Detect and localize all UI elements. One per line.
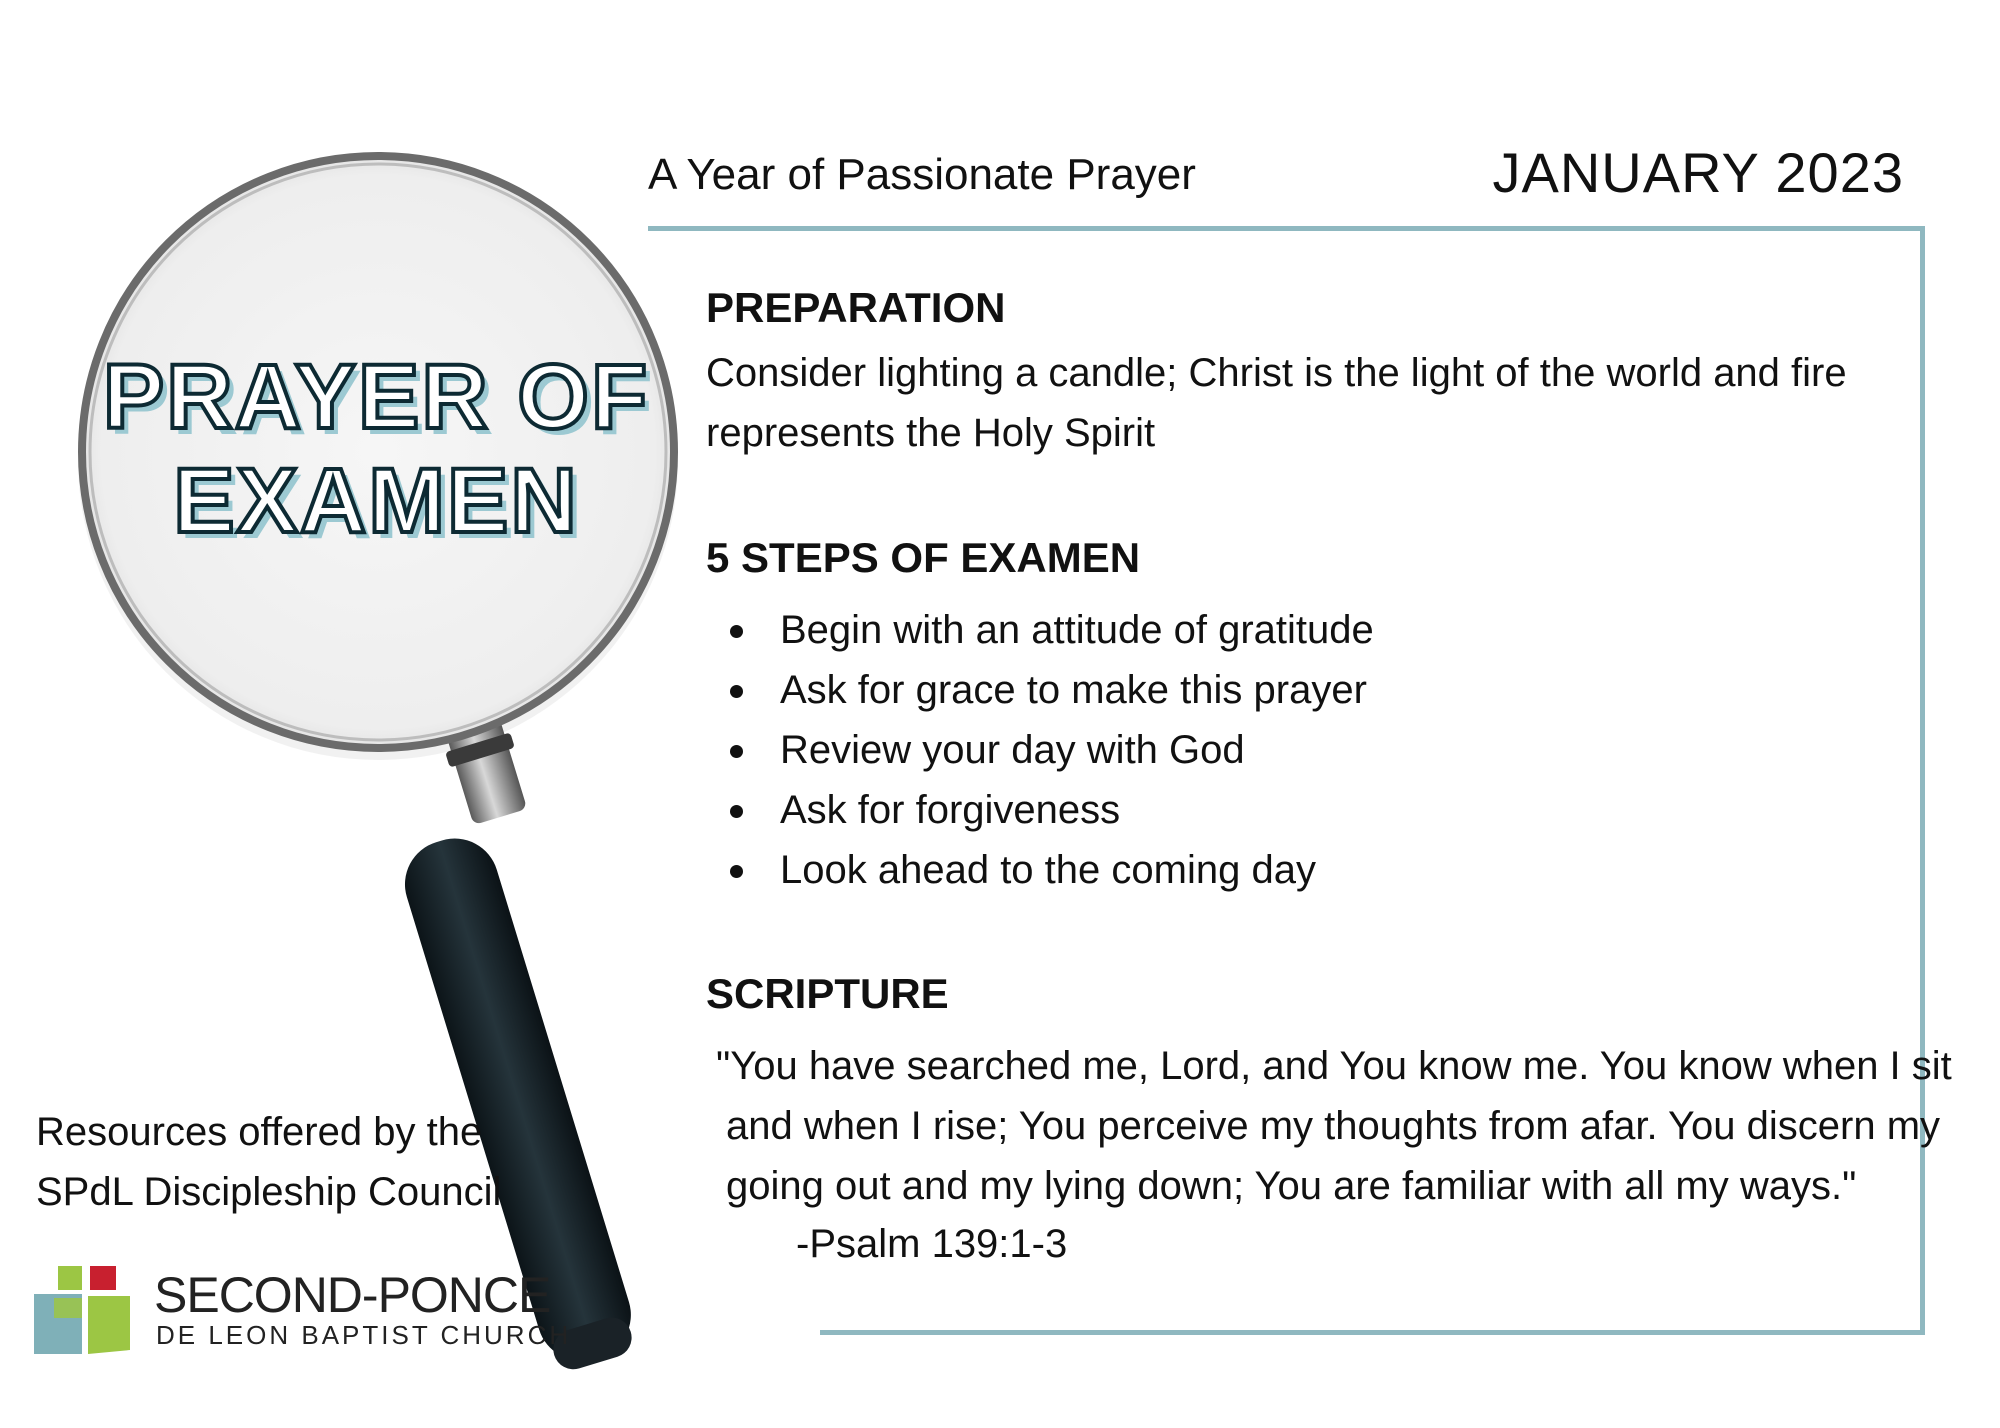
frame-top-border — [648, 226, 1924, 231]
list-item: Look ahead to the coming day — [706, 840, 1374, 900]
resources-credit — [36, 1102, 501, 1222]
list-item: Ask for grace to make this prayer — [706, 660, 1374, 720]
preparation-line: represents the Holy Spirit — [706, 411, 1156, 455]
scripture-line: and when I rise; You perceive my thoughts from afar. You discern my — [726, 1104, 1941, 1148]
scripture-quote — [716, 1036, 1952, 1216]
church-logo-subtitle: DE LEON BAPTIST CHURCH — [156, 1320, 572, 1350]
steps-heading: 5 STEPS OF EXAMEN — [706, 534, 1141, 581]
list-item: Ask for forgiveness — [706, 780, 1374, 840]
preparation-line: Consider lighting a candle; Christ is the light of the world and fire — [706, 351, 1847, 395]
lens-title-line2: EXAMEN — [173, 450, 579, 552]
preparation-text — [706, 343, 1847, 463]
frame-bottom-border — [820, 1330, 1925, 1335]
list-item: Review your day with God — [706, 720, 1374, 780]
preparation-heading: PREPARATION — [706, 284, 1006, 331]
list-item: Begin with an attitude of gratitude — [706, 600, 1374, 660]
series-title: A Year of Passionate Prayer — [648, 150, 1196, 199]
church-logo-icon — [34, 1266, 130, 1354]
scripture-citation: -Psalm 139:1-3 — [796, 1222, 1068, 1266]
steps-list — [706, 600, 1374, 900]
scripture-line: going out and my lying down; You are familiar with all my ways." — [726, 1164, 1857, 1208]
church-logo-name: SECOND-PONCE — [154, 1267, 551, 1323]
lens-title-line1: PRAYER OF — [102, 346, 650, 448]
resources-line: Resources offered by the — [36, 1110, 483, 1154]
resources-line: SPdL Discipleship Council — [36, 1170, 502, 1214]
scripture-line: "You have searched me, Lord, and You know me. You know when I sit — [716, 1044, 1952, 1088]
month-label: JANUARY 2023 — [1492, 141, 1904, 204]
scripture-heading: SCRIPTURE — [706, 970, 949, 1017]
